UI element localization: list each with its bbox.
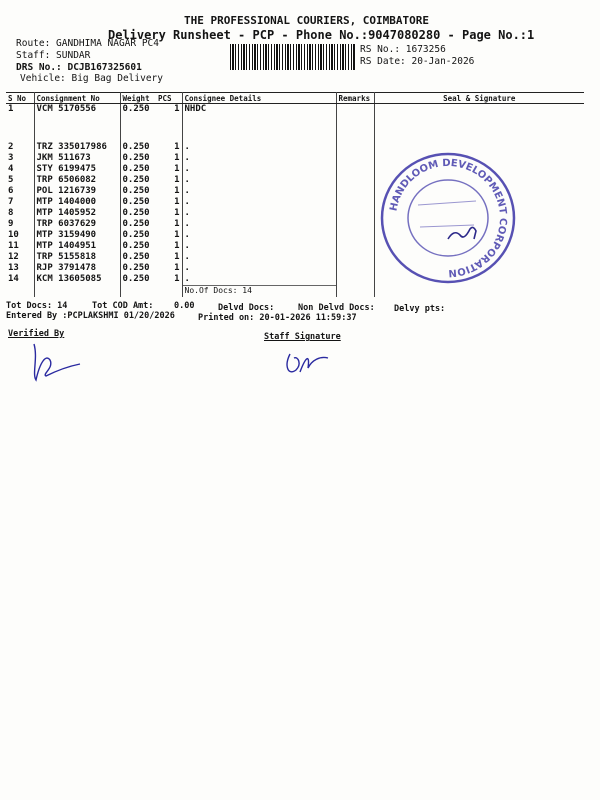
cell-weight: 0.250: [122, 229, 150, 240]
col-consignee: Consignee Details: [182, 93, 336, 104]
cell-consignee: .: [182, 208, 336, 219]
company-title: THE PROFESSIONAL COURIERS, COIMBATORE: [184, 14, 430, 27]
cell-sno: 3: [6, 153, 34, 164]
cell-consignment: TRP 6037629: [34, 219, 120, 230]
cell-consignee: .: [182, 164, 336, 175]
cell-weight: 0.250: [122, 240, 150, 251]
delivery-points: Delvy pts:: [394, 304, 446, 314]
cell-pcs: 1: [156, 186, 182, 197]
staff-signature-icon: [282, 346, 332, 382]
cell-remarks: [336, 230, 374, 241]
barcode: [230, 44, 356, 70]
cell-sno: 9: [6, 219, 34, 230]
col-pcs: PCS: [156, 93, 182, 104]
cell-remarks: [336, 241, 374, 252]
total-cod-label: Tot COD Amt:: [92, 301, 154, 311]
cell-weight: 0.250: [122, 163, 150, 174]
cell-sno: 11: [6, 241, 34, 252]
non-delivered-docs: Non Delvd Docs:: [298, 303, 375, 313]
cell-remarks: [336, 175, 374, 186]
cell-consignee: .: [182, 274, 336, 286]
cell-remarks: [336, 142, 374, 153]
cell-remarks: [336, 153, 374, 164]
route-label: Route: GANDHIMA NAGAR PC4: [16, 38, 159, 49]
cell-weight: 0.250: [122, 174, 150, 185]
delivered-docs: Delvd Docs:: [218, 303, 275, 313]
col-consignment: Consignment No: [34, 93, 120, 104]
cell-pcs: 1: [156, 274, 182, 286]
printed-on: Printed on: 20-01-2026 11:59:37: [198, 313, 357, 323]
cell-consignment: KCM 13605085: [34, 274, 120, 286]
runsheet-subtitle: Delivery Runsheet - PCP - Phone No.:9047080280 - Page No.:1: [108, 28, 535, 42]
verified-by-label: Verified By: [8, 329, 65, 339]
cell-remarks: [336, 197, 374, 208]
cell-consignee: NHDC: [182, 104, 336, 142]
cell-sno: 14: [6, 274, 34, 286]
cell-consignee: .: [182, 252, 336, 263]
cell-sno: 5: [6, 175, 34, 186]
cell-sno: 1: [6, 104, 34, 142]
cell-remarks: [336, 252, 374, 263]
cell-remarks: [336, 208, 374, 219]
cell-pcs: 1: [156, 219, 182, 230]
cell-weight: 0.250: [122, 262, 150, 273]
cell-consignment: POL 1216739: [34, 186, 120, 197]
cell-pcs: 1: [156, 197, 182, 208]
stamp-icon: [378, 147, 518, 289]
cell-sno: 10: [6, 230, 34, 241]
total-cod-value: 0.00: [174, 301, 195, 311]
cell-remarks: [336, 104, 374, 142]
cell-consignee: .: [182, 263, 336, 274]
cell-consignee: .: [182, 186, 336, 197]
cell-sno: 8: [6, 208, 34, 219]
cell-weight: 0.250: [122, 152, 150, 163]
cell-pcs: 1: [156, 164, 182, 175]
col-seal: Seal & Signature: [374, 93, 584, 104]
col-weight: Weight: [120, 93, 156, 104]
cell-consignment: TRP 6506082: [34, 175, 120, 186]
table-row: [6, 104, 584, 142]
cell-weight: 0.250: [122, 185, 150, 196]
table-header-row: [6, 93, 584, 104]
cell-sno: 4: [6, 164, 34, 175]
staff-signature-label: Staff Signature: [264, 332, 341, 342]
cell-consignee: .: [182, 153, 336, 164]
total-docs: Tot Docs: 14: [6, 301, 68, 311]
cell-remarks: [336, 186, 374, 197]
cell-pcs: 1: [156, 175, 182, 186]
cell-consignee: .: [182, 142, 336, 153]
cell-consignment: JKM 511673: [34, 153, 120, 164]
staff-label: Staff: SUNDAR: [16, 50, 91, 61]
cell-consignment: RJP 3791478: [34, 263, 120, 274]
col-sno: S No: [6, 93, 34, 104]
cell-consignment: MTP 1404000: [34, 197, 120, 208]
cell-sno: 13: [6, 263, 34, 274]
cell-sno: 6: [6, 186, 34, 197]
cell-pcs: 1: [156, 252, 182, 263]
cell-consignment: MTP 1404951: [34, 241, 120, 252]
cell-weight: 0.250: [122, 207, 150, 218]
cell-consignment: VCM 5170556: [34, 104, 120, 142]
entered-by: Entered By :PCPLAKSHMI 01/20/2026: [6, 311, 175, 321]
cell-weight: 0.250: [122, 196, 150, 207]
cell-pcs: 1: [156, 104, 182, 142]
cell-sno: 2: [6, 142, 34, 153]
cell-weight: 0.250: [122, 251, 150, 262]
vehicle-label: Vehicle: Big Bag Delivery: [20, 73, 163, 84]
cell-consignee: .: [182, 197, 336, 208]
no-of-docs: No.Of Docs: 14: [182, 285, 336, 297]
cell-seal: [374, 104, 584, 142]
rs-number: RS No.: 1673256: [360, 44, 446, 55]
cell-pcs: 1: [156, 241, 182, 252]
cell-weight: 0.250: [122, 141, 150, 152]
cell-pcs: 1: [156, 230, 182, 241]
cell-consignee: .: [182, 230, 336, 241]
cell-consignee: .: [182, 219, 336, 230]
cell-pcs: 1: [156, 153, 182, 164]
cell-pcs: 1: [156, 263, 182, 274]
cell-sno: 7: [6, 197, 34, 208]
seal-stamp: [378, 147, 518, 289]
cell-consignment: TRP 5155818: [34, 252, 120, 263]
drs-number: DRS No.: DCJB167325601: [16, 62, 142, 73]
cell-consignee: .: [182, 175, 336, 186]
cell-remarks: [336, 263, 374, 274]
cell-consignment: STY 6199475: [34, 164, 120, 175]
cell-remarks: [336, 274, 374, 286]
cell-weight: 0.250: [122, 104, 150, 114]
cell-consignee: .: [182, 241, 336, 252]
cell-pcs: 1: [156, 142, 182, 153]
cell-weight: 0.250: [122, 218, 150, 229]
cell-consignment: MTP 3159490: [34, 230, 120, 241]
cell-sno: 12: [6, 252, 34, 263]
cell-consignment: TRZ 335017986: [34, 142, 120, 153]
cell-remarks: [336, 219, 374, 230]
col-remarks: Remarks: [336, 93, 374, 104]
cell-weight: 0.250: [122, 273, 150, 284]
svg-text:HANDLOOM DEVELOPMENT CORPORATI: HANDLOOM DEVELOPMENT CORPORATION: [388, 157, 509, 279]
rs-date: RS Date: 20-Jan-2026: [360, 56, 475, 67]
verifier-signature-icon: [24, 340, 84, 386]
cell-pcs: 1: [156, 208, 182, 219]
cell-remarks: [336, 164, 374, 175]
cell-consignment: MTP 1405952: [34, 208, 120, 219]
